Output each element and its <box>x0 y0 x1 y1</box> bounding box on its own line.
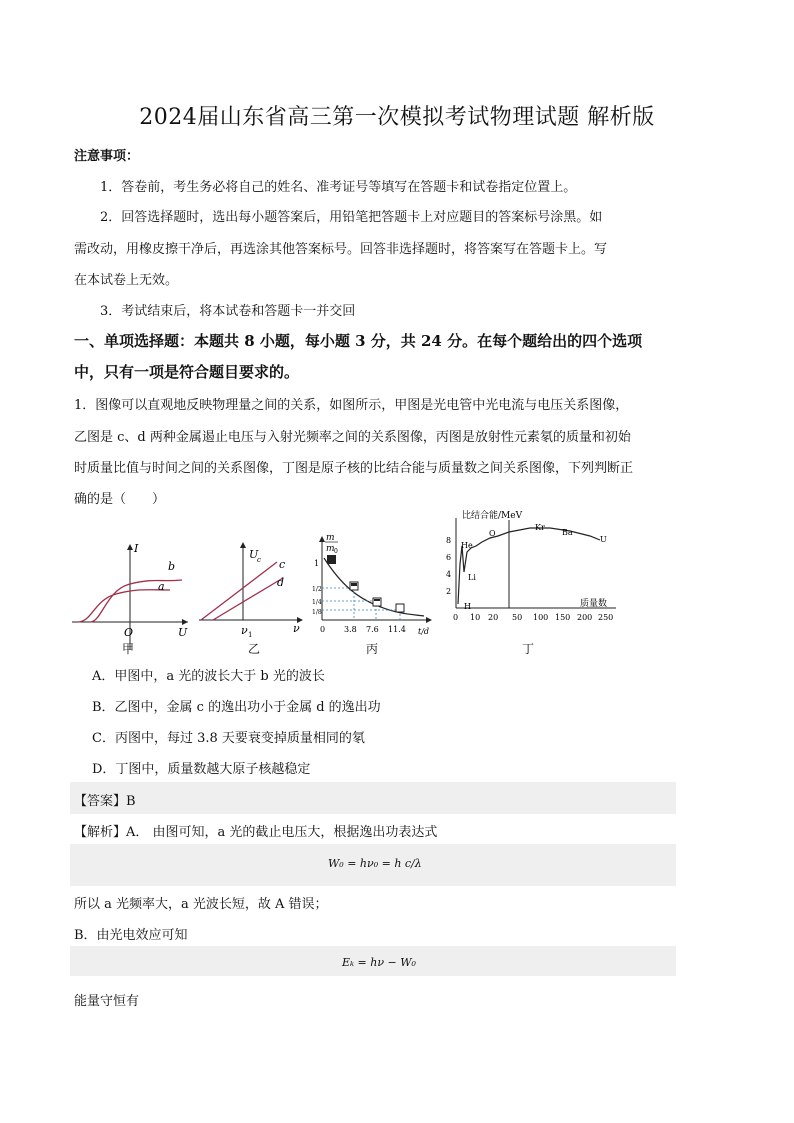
analysis-heading: 【解析】A． 由图可知，a 光的截止电压大，根据逸出功表达式 <box>74 825 438 840</box>
tick-label: ν <box>241 624 248 637</box>
section-heading: 中，只有一项是符合题目要求的。 <box>74 363 300 381</box>
nuclide-label: O <box>489 529 496 538</box>
figure-caption: 甲 <box>122 642 135 656</box>
curve-a-label: a <box>158 580 165 593</box>
option-c: C．丙图中，每过 3.8 天要衰变掉质量相同的氡 <box>92 731 365 746</box>
nuclide-label: U <box>600 535 607 544</box>
option-a: A．甲图中，a 光的波长大于 b 光的波长 <box>92 669 325 684</box>
axis-label-x: U <box>178 626 188 639</box>
axis-label-y-bottom-sub: 0 <box>334 548 338 555</box>
figure-caption: 乙 <box>248 642 261 656</box>
notice-heading: 注意事项： <box>74 149 140 164</box>
axis-label-y: 比结合能/MeV <box>462 511 523 521</box>
y-tick: 6 <box>446 553 452 562</box>
axis-label-y-top: m <box>326 533 335 543</box>
line-d-label: d <box>277 576 285 589</box>
figure-bing <box>312 528 434 640</box>
x-tick: 100 <box>533 613 549 622</box>
x-tick: 200 <box>577 613 593 622</box>
y-tick: 1/2 <box>312 586 322 593</box>
figure-yi <box>195 540 307 640</box>
axis-label-x: 质量数 <box>580 599 608 609</box>
formula-kinetic-energy: Eₖ = hν − W₀ <box>342 956 416 969</box>
analysis-text: B．由光电效应可知 <box>74 928 188 943</box>
tick-label-sub: 1 <box>248 631 253 639</box>
notice-item: 1．答卷前，考生务必将自己的姓名、准考证号等填写在答题卡和试卷指定位置上。 <box>100 180 577 195</box>
figure-caption: 丙 <box>366 642 379 656</box>
x-tick: 10 <box>470 613 481 622</box>
analysis-text: 所以 a 光频率大，a 光波长短，故 A 错误； <box>74 897 328 912</box>
line-c-label: c <box>279 558 286 571</box>
document-title: 2024届山东省高三第一次模拟考试物理试题 解析版 <box>139 105 655 130</box>
axis-label-y-bottom: m <box>326 544 335 554</box>
answer-shade <box>70 782 676 814</box>
nuclide-label: Kr <box>535 523 545 532</box>
nuclide-label: He <box>461 541 473 550</box>
axis-label-y: U <box>249 548 259 561</box>
nuclide-label: H <box>464 602 471 611</box>
section-heading: 一、单项选择题：本题共 8 小题，每小题 3 分，共 24 分。在每个题给出的四个选项 <box>74 332 643 350</box>
x-tick: 0 <box>453 613 459 622</box>
question-stem: 确的是（ ） <box>74 492 166 507</box>
origin-label: O <box>124 626 134 639</box>
y-tick: 8 <box>446 536 452 545</box>
x-tick: 3.8 <box>344 625 357 634</box>
curve-b-label: b <box>168 560 176 573</box>
y-tick: 1/8 <box>312 609 322 616</box>
option-b: B．乙图中，金属 c 的逸出功小于金属 d 的逸出功 <box>92 700 381 715</box>
y-tick: 1/4 <box>312 599 322 606</box>
x-tick: 7.6 <box>366 625 379 634</box>
notice-item: 3．考试结束后，将本试卷和答题卡一并交回 <box>100 304 356 319</box>
formula-work-function: W₀ = hν₀ = h c/λ <box>328 857 422 870</box>
notice-item: 2．回答选择题时，选出每小题答案后，用铅笔把答题卡上对应题目的答案标号涂黑。如 <box>100 210 603 225</box>
y-tick: 1 <box>314 559 320 568</box>
answer-label: 【答案】B <box>74 794 136 809</box>
x-tick: 20 <box>488 613 499 622</box>
nuclide-label: Li <box>468 573 476 582</box>
nuclide-label: Ba <box>562 528 573 537</box>
option-d: D．丁图中，质量数越大原子核越稳定 <box>92 762 311 777</box>
figure-ding <box>440 506 620 634</box>
y-tick: 2 <box>446 587 452 596</box>
notice-item: 需改动，用橡皮擦干净后，再选涂其他答案标号。回答非选择题时，将答案写在答题卡上。写 <box>74 242 608 257</box>
x-tick: 11.4 <box>388 625 406 634</box>
notice-item: 在本试卷上无效。 <box>74 273 179 288</box>
x-tick: 50 <box>512 613 523 622</box>
figure-caption: 丁 <box>522 642 535 656</box>
y-tick: 4 <box>446 570 452 579</box>
x-tick: 0 <box>320 625 326 634</box>
axis-label-y-sub: c <box>257 556 261 564</box>
axis-label-y: I <box>134 542 139 555</box>
x-tick: 250 <box>598 613 614 622</box>
axis-label-x: t/d <box>418 627 430 636</box>
question-stem: 时质量比值与时间之间的关系图像，丁图是原子核的比结合能与质量数之间关系图像，下列判断正 <box>74 461 634 476</box>
analysis-text: 能量守恒有 <box>74 994 140 1009</box>
question-stem: 乙图是 c、d 两种金属遏止电压与入射光频率之间的关系图像，丙图是放射性元素氡的质量和初始 <box>74 430 631 445</box>
x-tick: 150 <box>555 613 571 622</box>
question-stem: 1．图像可以直观地反映物理量之间的关系，如图所示，甲图是光电管中光电流与电压关系图像， <box>74 398 629 413</box>
axis-label-x: ν <box>293 622 300 635</box>
